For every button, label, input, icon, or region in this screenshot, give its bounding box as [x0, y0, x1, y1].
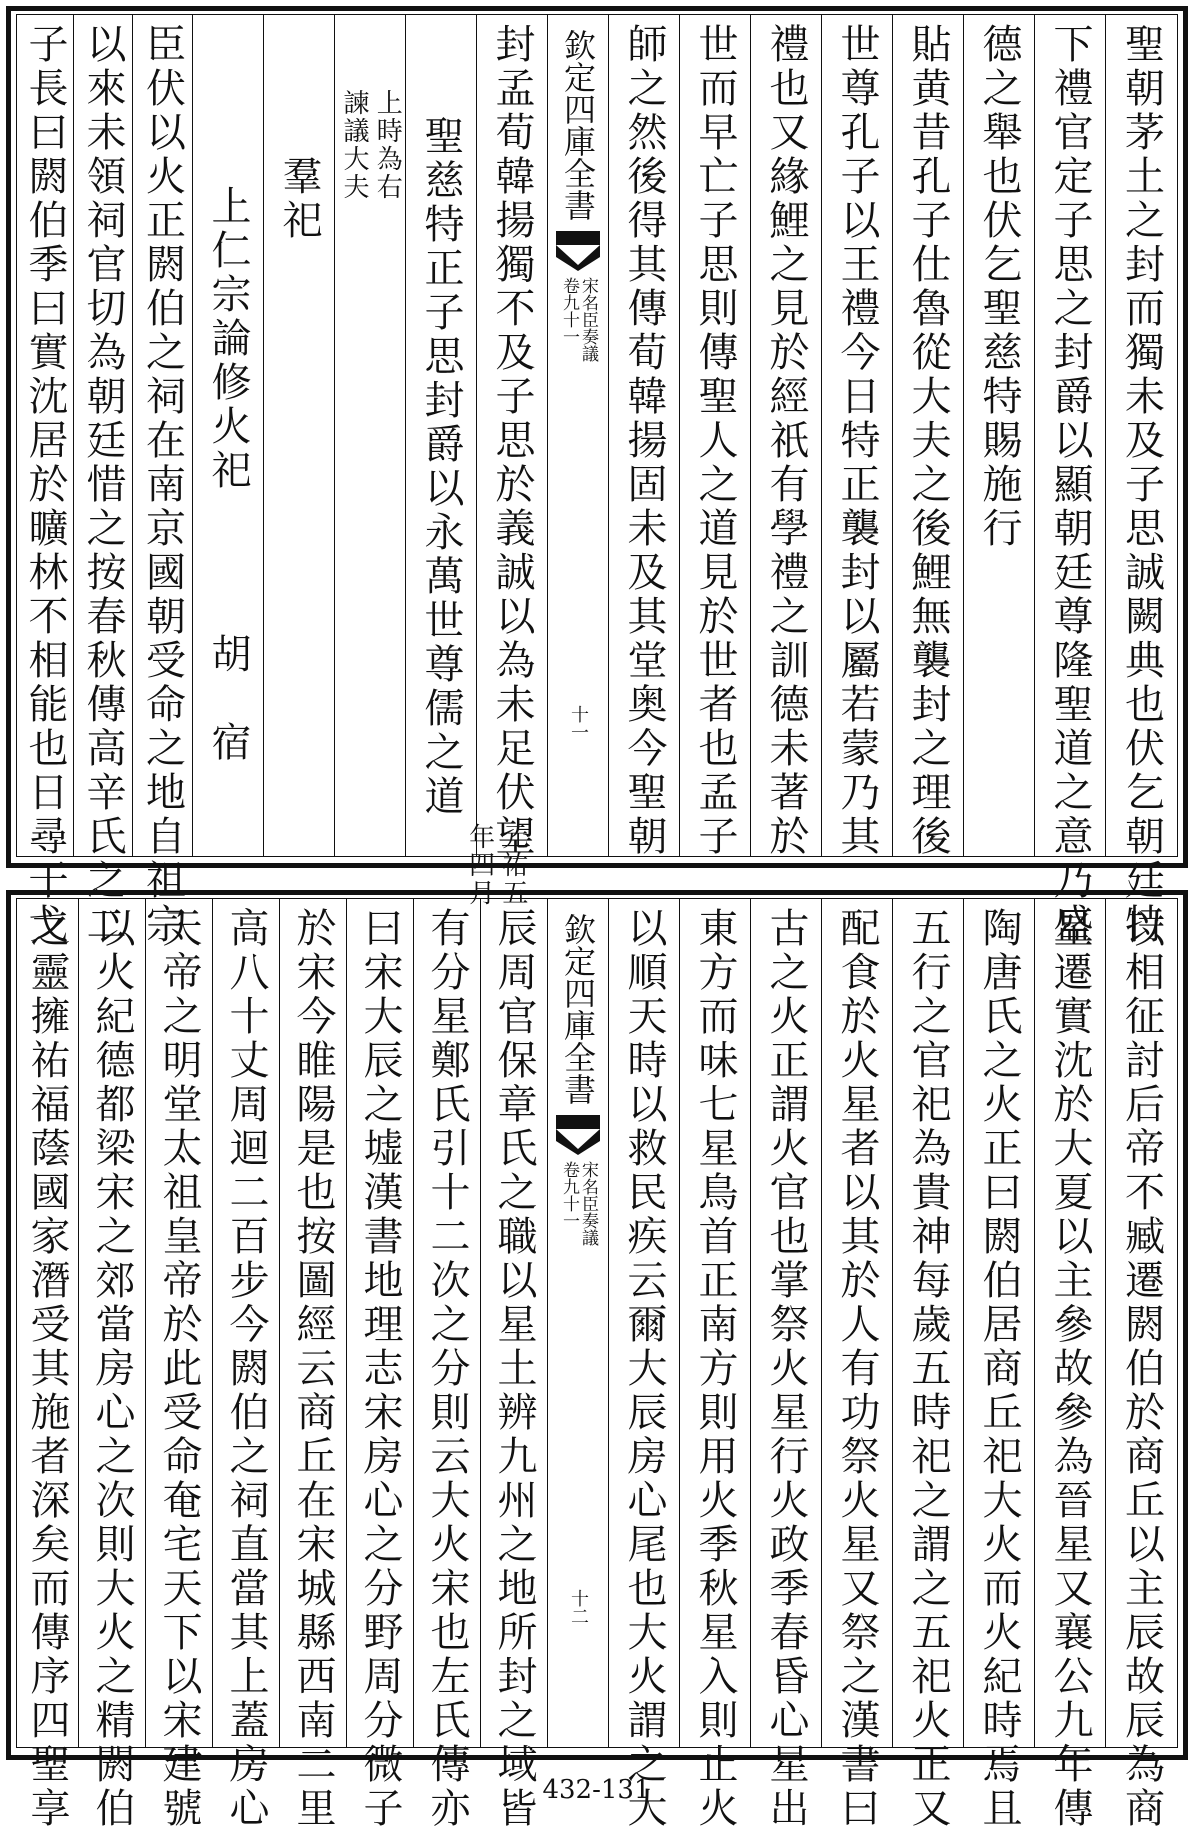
fold-center — [548, 15, 608, 856]
text-column — [822, 899, 892, 1831]
column-text: 星遷實沈於大夏以主參故參為晉星又襄公九年傳 — [1047, 907, 1093, 1831]
note-line: 元祐五 — [497, 823, 528, 907]
text-column — [609, 15, 679, 859]
column-text: 辰周官保章氏之職以星土辨九州之地所封之域皆 — [491, 907, 537, 1831]
column-text: 以火紀德都梁宋之郊當房心之次則大火之精閼伯 — [89, 907, 135, 1831]
leaf-number: 十一 — [568, 705, 589, 741]
column-text: 有分星鄭氏引十二次之分則云大火宋也左氏傳亦 — [424, 907, 470, 1831]
text-column — [133, 15, 192, 947]
column-text: 五行之官祀為貴神每歲五時祀之謂之五祀火正又 — [905, 907, 951, 1831]
text-column — [893, 15, 963, 859]
column-text: 東方而味七星鳥首正南方則用火季秋星入則止火 — [692, 907, 738, 1831]
column-text: 以相征討后帝不臧遷閼伯於商丘以主辰故辰為商 — [1118, 907, 1165, 1831]
note-line: 年四月 — [464, 823, 495, 907]
column-text: 天帝之明堂太祖皇帝於此受命奄宅天下以宋建號 — [156, 907, 202, 1831]
column-text: 高八十丈周迴二百步今閼伯之祠直當其上蓋房心 — [223, 907, 269, 1831]
text-column — [1035, 15, 1105, 947]
inner-frame — [16, 14, 1178, 947]
text-column — [1035, 899, 1105, 1831]
column-text: 下禮官定子思之封爵以顯朝廷尊隆聖道之意乃盛 — [1047, 23, 1093, 947]
text-column — [680, 899, 750, 1831]
column-text: 封孟荀韓揚獨不及子思於義誠以為未足伏望 — [489, 23, 535, 859]
column-text: 聖慈特正子思封爵以永萬世尊儒之道 — [418, 115, 464, 819]
text-column — [751, 15, 821, 859]
column-text: 德之舉也伏乞聖慈特賜施行 — [976, 23, 1022, 551]
author-name: 胡 宿 — [205, 633, 251, 765]
section-title: 羣祀 — [276, 155, 322, 243]
text-column — [893, 899, 963, 1831]
fold-center — [548, 899, 608, 1747]
text-column — [280, 899, 346, 1831]
column-text: 之靈擁祐福蔭國家潛受其施者深矣而傳序四聖享 — [24, 907, 70, 1831]
office-note — [340, 89, 401, 201]
note-line: 上時為右 — [372, 89, 403, 201]
section-column — [264, 15, 334, 856]
volume-meta — [560, 277, 596, 362]
column-text: 聖朝茅土之封而獨未及子思誠闕典也伏乞朝廷特 — [1118, 23, 1165, 947]
column-text: 以來未領祠官切為朝廷惜之按春秋傳高辛氏之二 — [80, 23, 126, 947]
book-title: 欽定四庫全書 — [559, 29, 597, 221]
column-text: 配食於火星者以其於人有功祭火星又祭之漢書曰 — [834, 907, 880, 1831]
text-column — [347, 899, 413, 1831]
text-column — [16, 899, 78, 1831]
text-column — [335, 15, 405, 856]
book-title: 欽定四庫全書 — [559, 913, 597, 1105]
column-text: 臣伏以火正閼伯之祠在南京國朝受命之地自祖宗 — [139, 23, 186, 947]
fish-tail-icon — [556, 231, 600, 271]
column-text: 子長曰閼伯季曰實沈居於曠林不相能也日尋干戈 — [22, 23, 68, 947]
text-column — [74, 15, 132, 947]
text-column — [1106, 15, 1177, 947]
text-column — [680, 15, 750, 859]
text-column — [822, 15, 892, 859]
column-text: 貼黄昔孔子仕魯從大夫之後鯉無襲封之理後 — [905, 23, 951, 859]
column-text: 世尊孔子以王禮今日特正襲封以屬若蒙乃其 — [834, 23, 880, 859]
text-column — [609, 899, 679, 1831]
note-line: 諫議大夫 — [339, 89, 369, 201]
fish-tail-icon — [556, 1115, 600, 1155]
memorial-title: 上仁宗論修火祀 — [205, 185, 251, 493]
text-column — [17, 15, 73, 947]
title-column — [193, 15, 263, 856]
volume-meta — [560, 1161, 596, 1246]
text-column — [751, 899, 821, 1831]
page-number: 432-131 — [542, 1775, 651, 1805]
volume-number: 卷九十一 — [559, 277, 579, 345]
column-text: 以順天時以救民疾云爾大辰房心尾也大火謂之大 — [621, 907, 667, 1831]
text-column — [964, 899, 1034, 1831]
column-text: 曰宋大辰之墟漢書地理志宋房心之分野周分微子 — [357, 907, 403, 1831]
text-column — [79, 899, 145, 1831]
collection-name: 宋名臣奏議 — [578, 1161, 598, 1246]
column-text: 師之然後得其傳荀韓揚固未及其堂奥今聖朝 — [621, 23, 667, 859]
text-column — [1106, 899, 1177, 1831]
leaf-number: 十二 — [568, 1589, 589, 1625]
column-text: 古之火正謂火官也掌祭火星行火政季春昏心星出 — [763, 907, 809, 1831]
text-column — [964, 15, 1034, 856]
text-column — [213, 899, 279, 1831]
text-column — [414, 899, 480, 1831]
text-column — [481, 899, 547, 1831]
column-text: 於宋今睢陽是也按圖經云商丘在宋城縣西南二里 — [290, 907, 336, 1831]
collection-name: 宋名臣奏議 — [578, 277, 598, 362]
column-text: 世而早亡子思則傳聖人之道見於世者也孟子 — [692, 23, 738, 859]
column-text: 陶唐氏之火正曰閼伯居商丘祀大火而火紀時焉且 — [976, 907, 1022, 1831]
volume-number: 卷九十一 — [559, 1161, 579, 1229]
text-column — [146, 899, 212, 1831]
column-text: 禮也又緣鯉之見於經祇有學禮之訓德未著於 — [763, 23, 809, 859]
